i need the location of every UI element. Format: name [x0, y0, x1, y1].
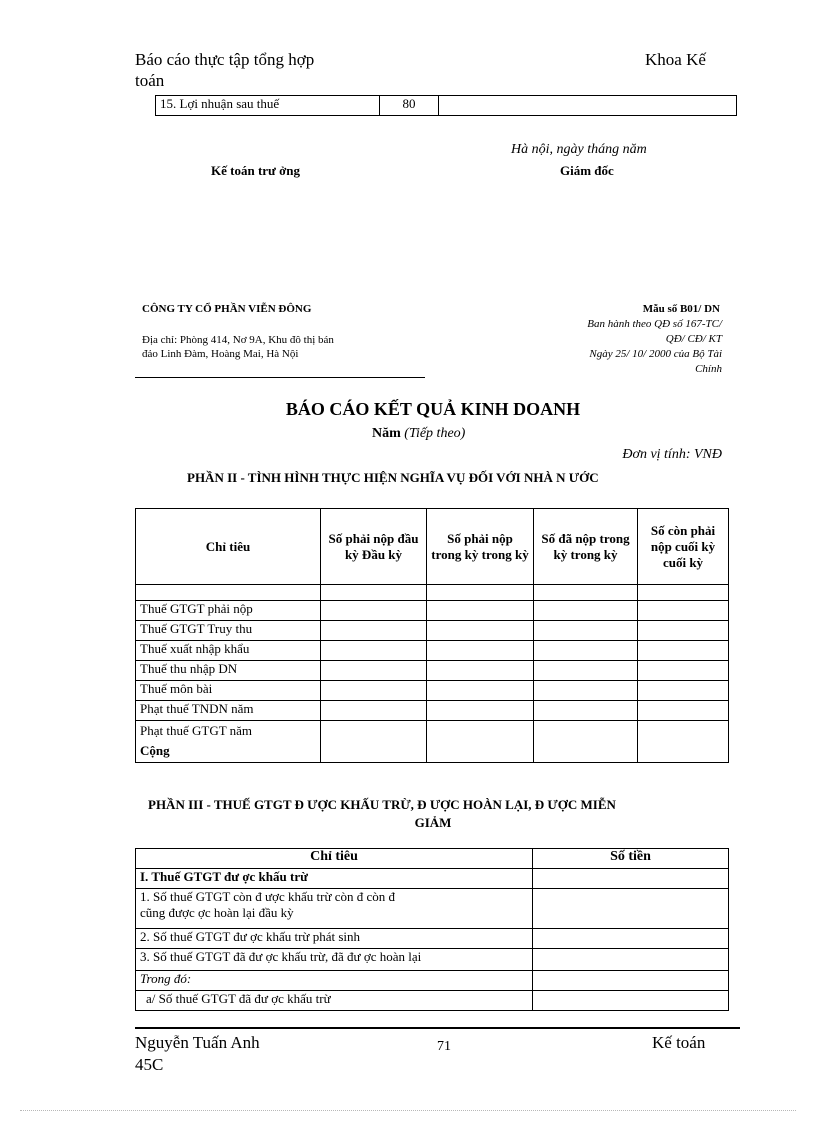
part3-cell	[533, 991, 729, 1011]
table-row	[136, 869, 729, 889]
report-continued: (Tiếp theo)	[404, 426, 466, 441]
part3-header-indicator: Chỉ tiêu	[136, 849, 533, 869]
header-title-continued: toán	[135, 71, 165, 90]
footer-author: Nguyễn Tuấn Anh	[135, 1033, 260, 1052]
part2-cell	[321, 661, 427, 681]
part3-row1-line2: cũng được ợc hoàn lại đầu kỳ	[140, 905, 294, 920]
page-bottom-dotted-line	[20, 1110, 796, 1111]
part2-row-label: Phạt thuế GTGT năm	[140, 723, 253, 738]
part2-row-label: Thuế GTGT Truy thu	[136, 621, 321, 641]
part2-last-row	[136, 721, 321, 763]
part2-table	[135, 508, 729, 763]
part3-trong-do: Trong đó:	[136, 971, 533, 991]
part3-cell	[533, 971, 729, 991]
part2-row-label: Thuế thu nhập DN	[136, 661, 321, 681]
part2-row-label: Phạt thuế TNDN năm	[136, 701, 321, 721]
part3-table	[135, 848, 729, 1011]
report-title: BÁO CÁO KẾT QUẢ KINH DOANH	[285, 399, 581, 419]
part2-cell	[427, 641, 534, 661]
part2-header-opening: Số phải nộp đầu kỳ Đầu kỳ	[321, 509, 427, 585]
company-divider	[135, 377, 425, 378]
signature-date: Hà nội, ngày tháng năm	[511, 142, 647, 157]
part2-cell	[321, 621, 427, 641]
part2-cell	[534, 701, 638, 721]
part2-cell	[427, 721, 534, 763]
part2-blank-cell	[427, 585, 534, 601]
footer-department: Kế toán	[652, 1033, 706, 1052]
table-row	[136, 661, 729, 681]
table-row	[136, 621, 729, 641]
form-line2: QĐ/ CĐ/ KT	[665, 333, 722, 345]
part2-cell	[427, 701, 534, 721]
footer-class: 45C	[135, 1055, 164, 1074]
table-row	[136, 641, 729, 661]
part2-cell	[638, 701, 729, 721]
signature-director: Giám đốc	[560, 163, 614, 178]
header-title: Báo cáo thực tập tổng hợp	[135, 50, 315, 69]
part3-header-amount: Số tiền	[533, 849, 729, 869]
part3-section-label: I. Thuế GTGT đư ợc khấu trừ	[136, 869, 533, 889]
table-row	[136, 971, 729, 991]
table-row	[136, 701, 729, 721]
part2-cell	[427, 601, 534, 621]
part2-blank-cell	[321, 585, 427, 601]
part2-blank-cell	[136, 585, 321, 601]
form-line1: Ban hành theo QĐ số 167-TC/	[587, 318, 722, 330]
part3-row1	[136, 889, 533, 929]
part2-header-paid: Số đã nộp trong kỳ trong kỳ	[534, 509, 638, 585]
company-address-line1: Địa chỉ: Phòng 414, Nơ 9A, Khu đô thị bán	[142, 334, 334, 346]
part2-cell	[534, 681, 638, 701]
top-table	[155, 95, 737, 116]
part2-cell	[321, 601, 427, 621]
part2-cell	[638, 601, 729, 621]
part2-cell	[534, 621, 638, 641]
report-unit: Đơn vị tính: VNĐ	[622, 447, 722, 462]
table-row	[136, 681, 729, 701]
part2-cell	[534, 641, 638, 661]
table-row	[136, 949, 729, 971]
part2-cell	[638, 681, 729, 701]
part2-cell	[638, 641, 729, 661]
part2-cell	[427, 621, 534, 641]
part2-cell	[321, 641, 427, 661]
table-row	[136, 889, 729, 929]
form-line4: Chính	[695, 363, 722, 375]
part2-title: PHẦN II - TÌNH HÌNH THỰC HIỆN NGHĨA VỤ ĐỐI VỚI NHÀ N ƯỚC	[187, 470, 599, 485]
part2-row-label: Thuế GTGT phải nộp	[136, 601, 321, 621]
part2-cell	[321, 701, 427, 721]
part2-header-payable: Số phải nộp trong kỳ trong kỳ	[427, 509, 534, 585]
part2-row-label: Thuế môn bài	[136, 681, 321, 701]
part2-cell	[534, 601, 638, 621]
part2-blank-cell	[638, 585, 729, 601]
table-row	[136, 721, 729, 763]
part3-cell	[533, 889, 729, 929]
report-year	[372, 426, 465, 442]
part3-cell	[533, 949, 729, 971]
part2-total-label: Cộng	[140, 743, 170, 758]
part2-cell	[427, 661, 534, 681]
top-row-code: 80	[380, 96, 439, 116]
table-row	[136, 991, 729, 1011]
page-number: 71	[437, 1039, 451, 1054]
part2-cell	[321, 681, 427, 701]
company-name: CÔNG TY CỔ PHẦN VIỄN ĐÔNG	[142, 303, 312, 315]
part2-cell	[638, 621, 729, 641]
top-row-label: 15. Lợi nhuận sau thuế	[156, 96, 380, 116]
company-address-line2: đảo Linh Đàm, Hoàng Mai, Hà Nội	[142, 348, 299, 360]
report-year-label: Năm	[372, 426, 401, 441]
part2-cell	[638, 721, 729, 763]
table-row	[136, 929, 729, 949]
part2-row-label: Thuế xuất nhập khẩu	[136, 641, 321, 661]
part2-header-closing: Số còn phải nộp cuối kỳ cuối kỳ	[638, 509, 729, 585]
part3-row3: 3. Số thuế GTGT đã đư ợc khấu trừ, đã đư ợc hoàn lại	[136, 949, 533, 971]
part3-title-line1: PHẦN III - THUẾ GTGT Đ ƯỢC KHẤU TRỪ, Đ ƯỢC HOÀN LẠI, Đ ƯỢC MIỄN	[148, 797, 616, 812]
part3-row4: a/ Số thuế GTGT đã đư ợc khấu trừ	[136, 991, 533, 1011]
footer-divider	[135, 1027, 740, 1029]
header-department: Khoa Kế	[645, 50, 706, 69]
part3-row2: 2. Số thuế GTGT đư ợc khấu trừ phát sinh	[136, 929, 533, 949]
part2-cell	[321, 721, 427, 763]
part3-cell	[533, 929, 729, 949]
top-row-value	[439, 96, 737, 116]
part2-cell	[427, 681, 534, 701]
part3-row1-line1: 1. Số thuế GTGT còn đ ược khấu trừ còn đ còn đ	[140, 889, 396, 904]
part2-blank-cell	[534, 585, 638, 601]
table-row	[136, 601, 729, 621]
form-code: Mẫu số B01/ DN	[642, 303, 720, 315]
part2-header-indicator: Chỉ tiêu	[136, 509, 321, 585]
signature-chief-accountant: Kế toán trư ởng	[211, 163, 301, 178]
part3-title-line2: GIẢM	[414, 815, 452, 830]
part2-cell	[534, 661, 638, 681]
part2-cell	[638, 661, 729, 681]
form-line3: Ngày 25/ 10/ 2000 của Bộ Tài	[589, 348, 722, 360]
part2-cell	[534, 721, 638, 763]
part3-cell	[533, 869, 729, 889]
